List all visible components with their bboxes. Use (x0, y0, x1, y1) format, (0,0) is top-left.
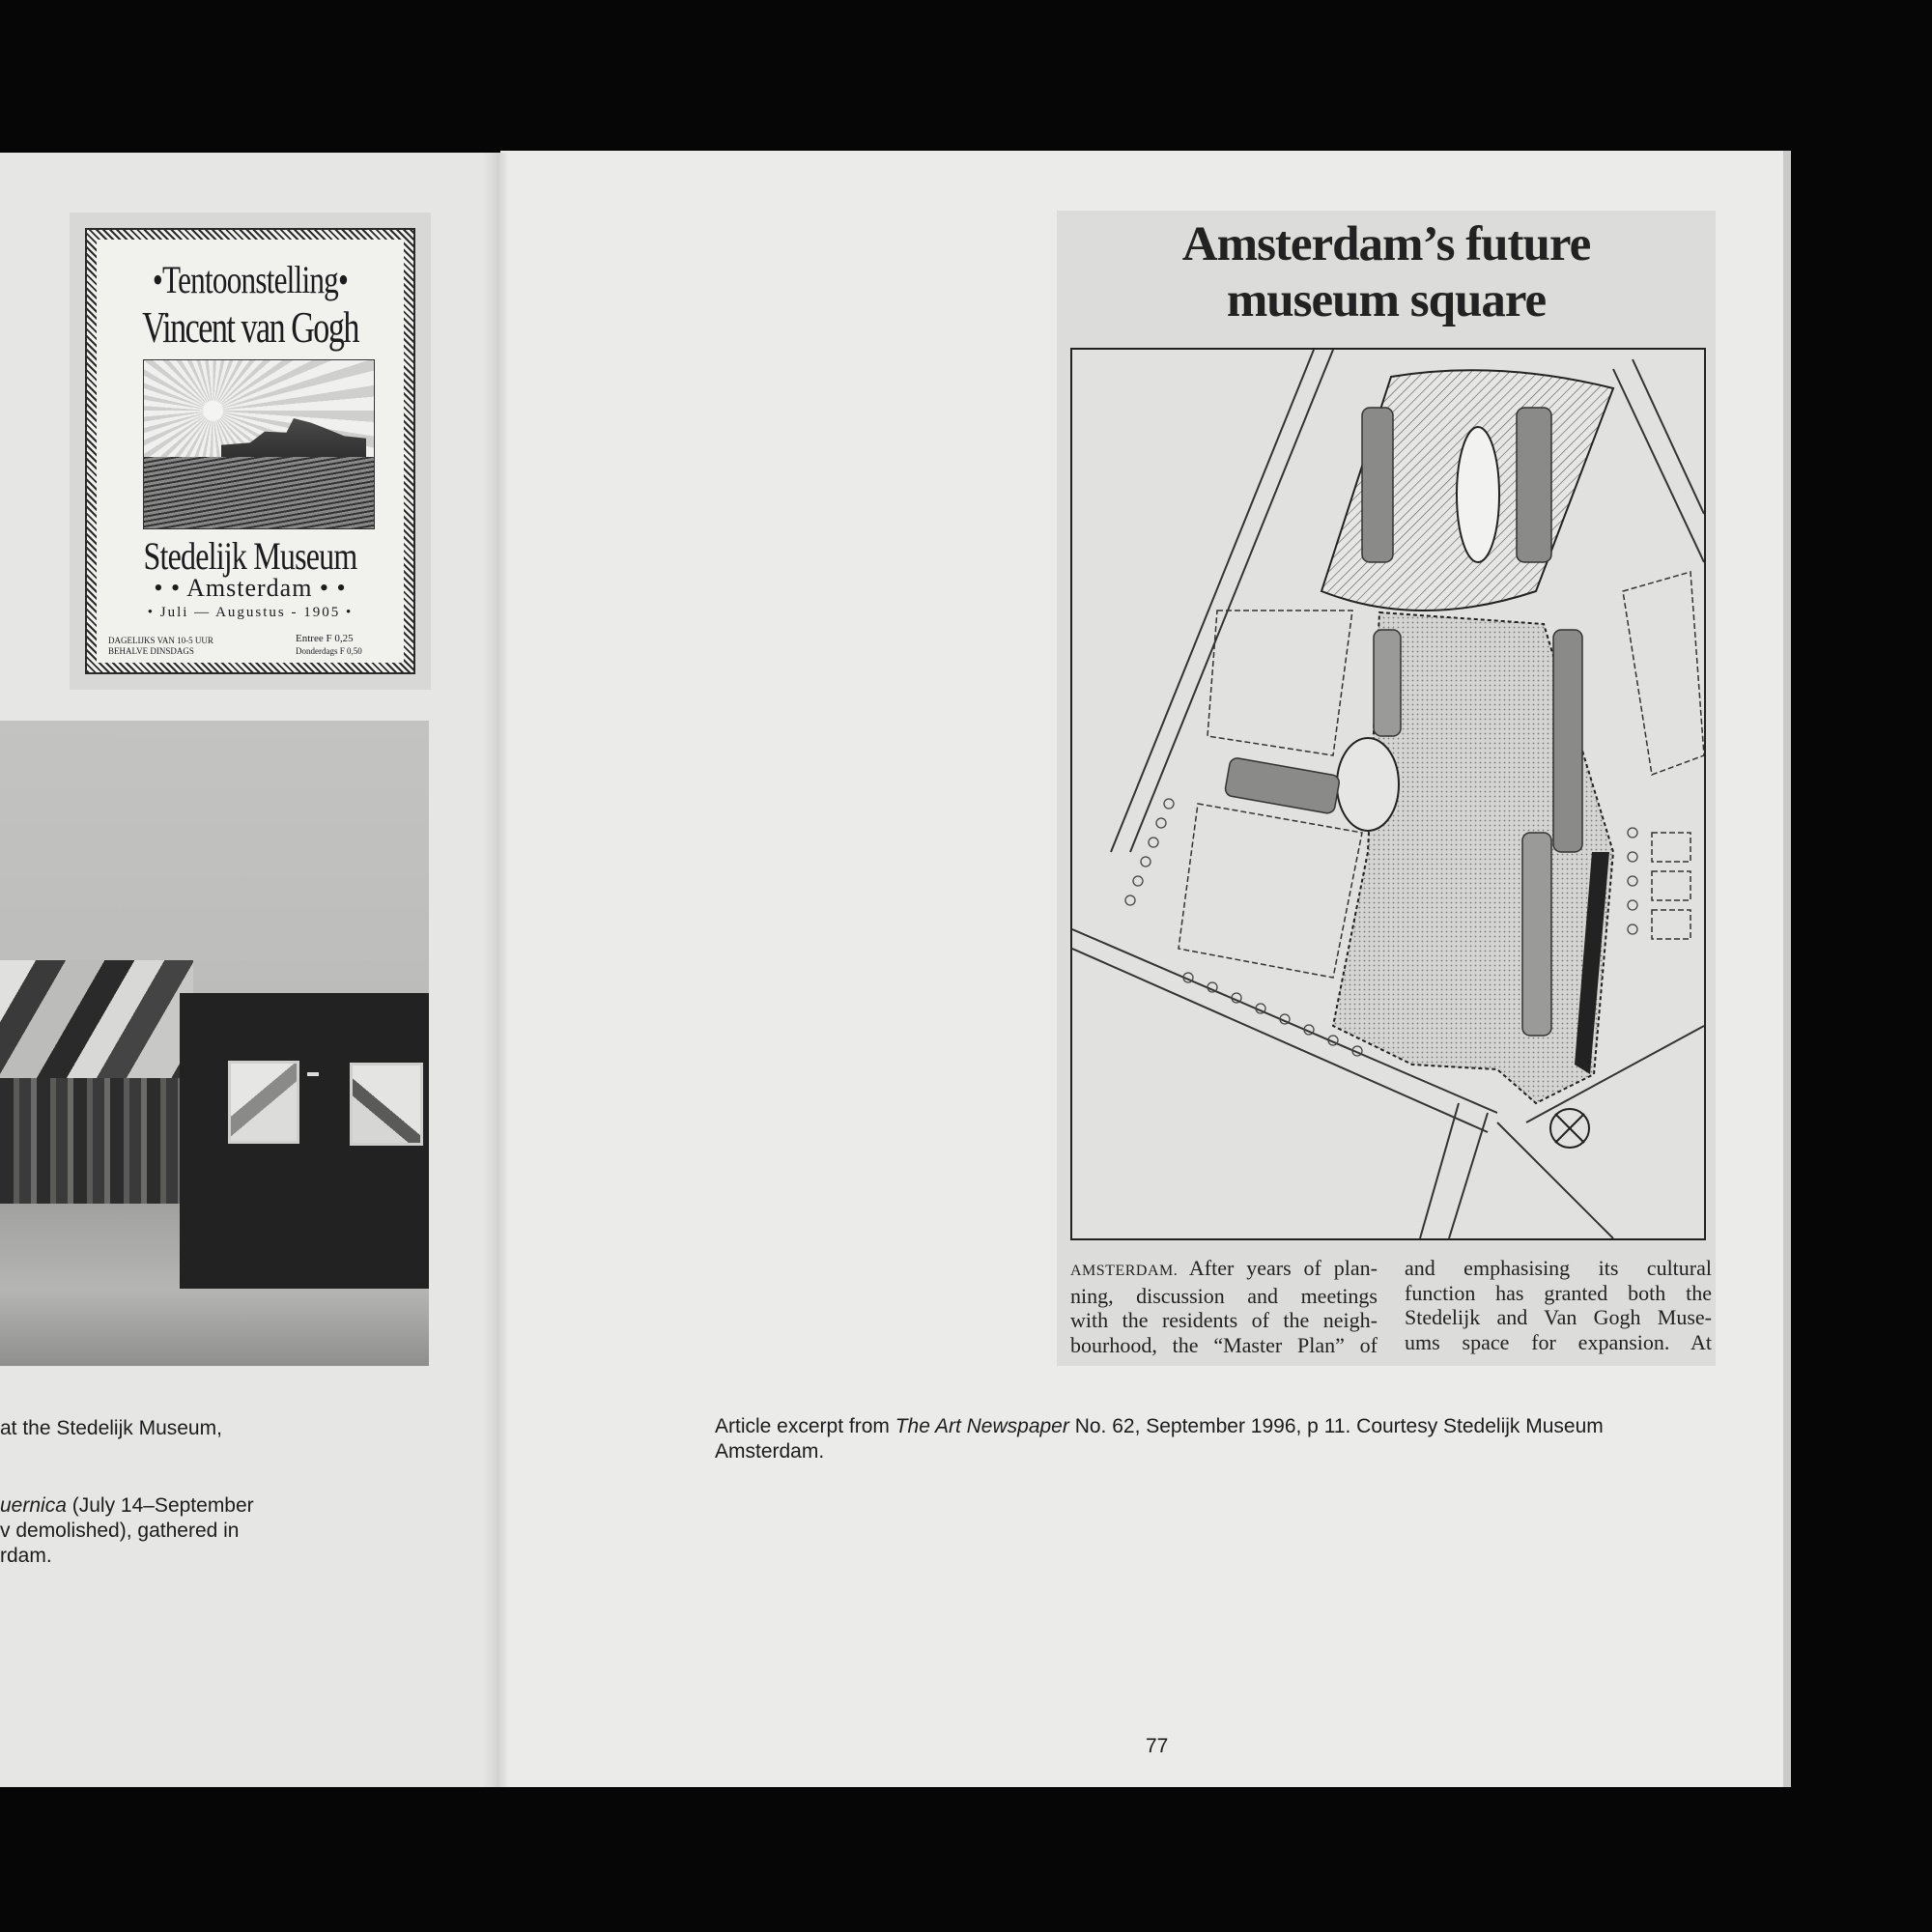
plan-compass (1550, 1109, 1589, 1148)
clipping-col2-line-4: ums space for expansion. At (1405, 1329, 1712, 1354)
left-caption-line-2 (0, 1493, 254, 1519)
page-edge (1783, 151, 1791, 1787)
page-number: 77 (1146, 1735, 1169, 1757)
clipping-headline: Amsterdam’s future museum square (1181, 217, 1591, 327)
photo-wall-label (307, 1072, 319, 1076)
poster-museum-name: Stedelijk Museum (143, 534, 357, 578)
clipping-column-1 (1070, 1256, 1378, 1357)
poster-field (144, 457, 374, 528)
clipping-col1-line-2: ning, discussion and meetings (1070, 1283, 1378, 1308)
newspaper-clipping (1057, 211, 1716, 1366)
poster-entrance-fee: Entree F 0,25 (296, 633, 354, 644)
caption-post: No. 62, September 1996, p 11. Courtesy Stedelijk Museum Amsterdam. (715, 1415, 1604, 1463)
photo-artwork-2 (350, 1063, 423, 1146)
caption-publication: The Art Newspaper (895, 1415, 1069, 1437)
poster-title-line-1: •Tentoonstelling• (152, 258, 349, 301)
poster-body (97, 240, 404, 663)
left-caption-italic: uernica (0, 1494, 67, 1517)
photo-crowd (0, 1078, 180, 1204)
clipping-column-2 (1405, 1256, 1712, 1354)
museum-square-plan-map (1070, 348, 1706, 1240)
poster-hours: DAGELIJKS VAN 10-5 UUR (108, 636, 213, 645)
left-caption-line-2-rest: (July 14–September (66, 1494, 254, 1517)
poster-landscape-illustration (143, 359, 375, 529)
plan-pond-north (1457, 427, 1499, 562)
clipping-caption (715, 1414, 1623, 1464)
clipping-col2-line-1: and emphasising its cultural (1405, 1256, 1712, 1280)
exhibition-photo (0, 721, 429, 1366)
clipping-col1-line-1 (1070, 1256, 1378, 1284)
poster-thursday-fee: Donderdags F 0,50 (296, 646, 362, 656)
poster-title-line-2: Vincent van Gogh (142, 302, 358, 352)
caption-pre: Article excerpt from (715, 1415, 895, 1437)
van-gogh-exhibition-poster (85, 228, 415, 674)
plan-drawing (1072, 350, 1704, 1238)
left-caption-line-3: v demolished), gathered in (0, 1520, 240, 1542)
poster-closed-day: BEHALVE DINSDAGS (108, 646, 194, 656)
clipping-col1-line-3: with the residents of the neigh- (1070, 1308, 1378, 1332)
clipping-col2-line-3: Stedelijk and Van Gogh Muse- (1405, 1305, 1712, 1329)
clipping-dateline: AMSTERDAM. (1070, 1263, 1179, 1279)
clipping-col1-line-4: bourhood, the “Master Plan” of (1070, 1332, 1378, 1357)
poster-city: • • Amsterdam • • (154, 574, 347, 602)
left-caption-line-4: rdam. (0, 1545, 52, 1567)
plan-pond-oval (1337, 738, 1399, 831)
photo-artwork-1 (228, 1061, 299, 1144)
book-gutter (483, 153, 508, 1787)
poster-dates: • Juli — Augustus - 1905 • (147, 605, 354, 620)
left-caption-line-1: at the Stedelijk Museum, (0, 1417, 222, 1439)
clipping-col2-line-2: function has granted both the (1405, 1280, 1712, 1305)
clipping-col1-line-1-text: After years of plan- (1178, 1256, 1378, 1280)
